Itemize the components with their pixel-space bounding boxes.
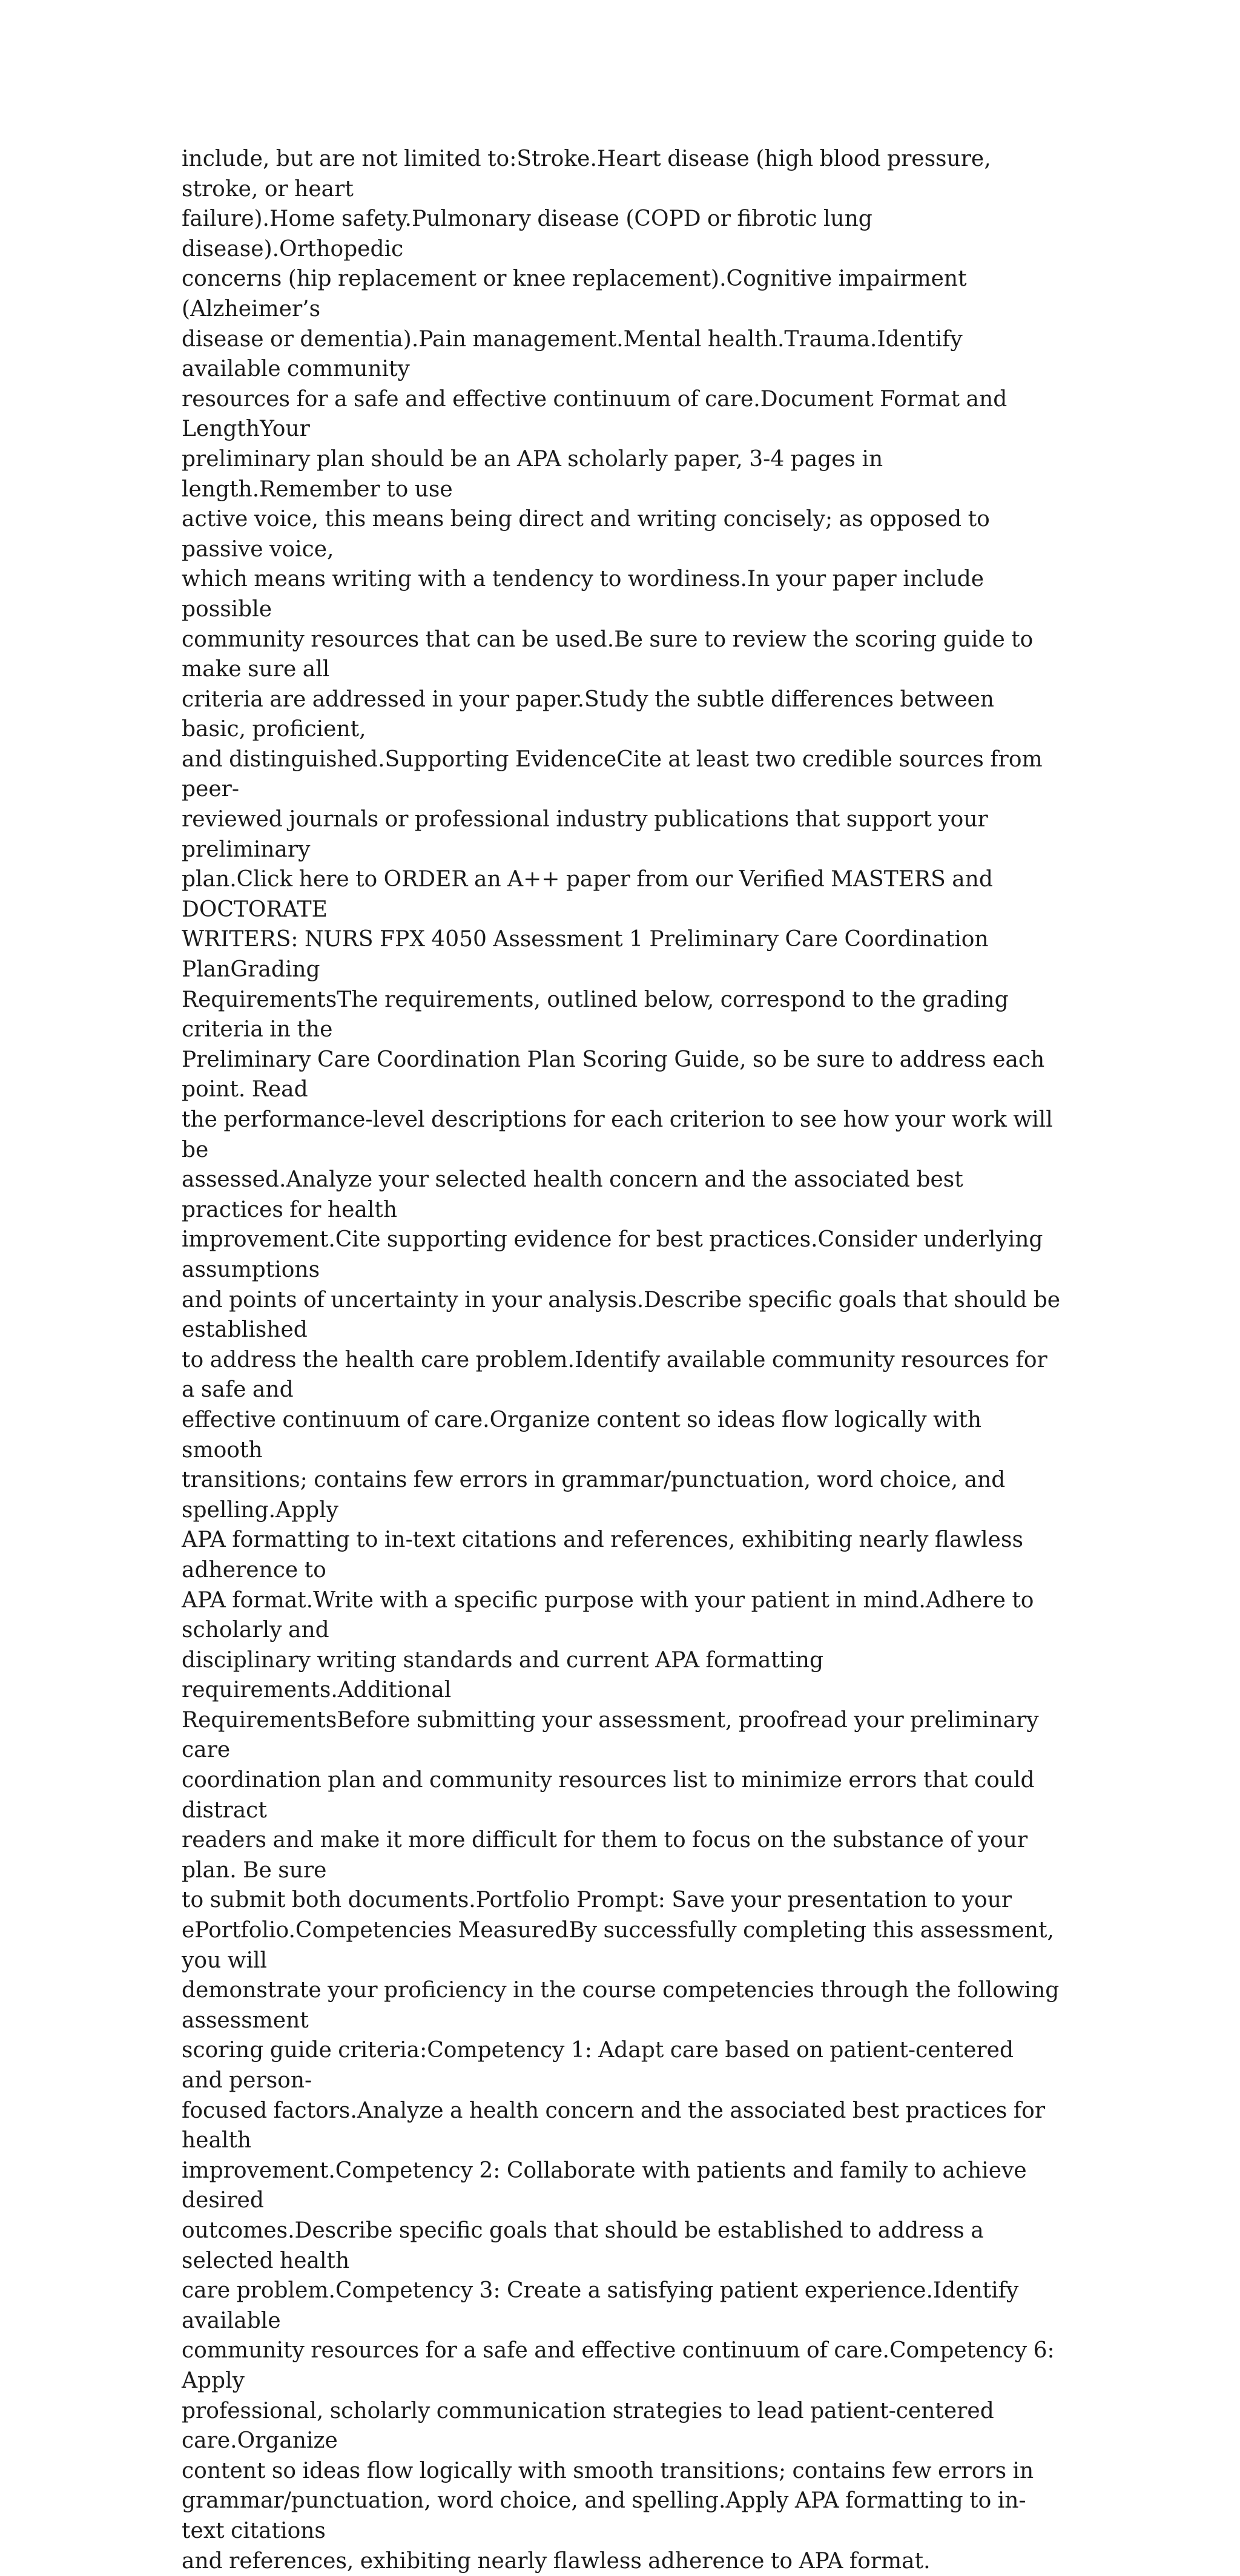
document-body-text: include, but are not limited to:Stroke.Heart disease (high blood pressure, stroke, or heart failure).Home safety.Pulmonary disease (COPD or fibrotic lung disease).Orthopedic concerns (hip replacement or knee replacement).Cognitive impairment (Alzheimer’s disease or dementia).Pain management.Mental health.Trauma.Identify available community resources for a safe and effective continuum of care.Document Format and LengthYour preliminary plan should be an APA scholarly paper, 3-4 pages in length.Remember to use active voice, this means being direct and writing concisely; as opposed to passive voice, which means writing with a tendency to wordiness.In your paper include possible community resources that can be used.Be sure to review the scoring guide to make sure all criteria are addressed in your paper.Study the subtle differences between basic, proficient, and distinguished.Supporting EvidenceCite at least two credible sources from peer- reviewed journals or professional industry publications that support your preliminary plan.Click here to ORDER an A++ paper from our Verified MASTERS and DOCTORATE WRITERS: NURS FPX 4050 Assessment 1 Preliminary Care Coordination PlanGrading RequirementsThe requirements, outlined below, correspond to the grading criteria in the Preliminary Care Coordination Plan Scoring Guide, so be sure to address each point. Read the performance-level descriptions for each criterion to see how your work will be assessed.Analyze your selected health concern and the associated best practices for health improvement.Cite supporting evidence for best practices.Consider underlying assumptions and points of uncertainty in your analysis.Describe specific goals that should be established to address the health care problem.Identify available community resources for a safe and effective continuum of care.Organize content so ideas flow logically with smooth transitions; contains few errors in grammar/punctuation, word choice, and spelling.Apply APA formatting to in-text citations and references, exhibiting nearly flawless adherence to APA format.Write with a specific purpose with your patient in mind.Adhere to scholarly and disciplinary writing standards and current APA formatting requirements.Additional RequirementsBefore submitting your assessment, proofread your preliminary care coordination plan and community resources list to minimize errors that could distract readers and make it more difficult for them to focus on the substance of your plan. Be sure to submit both documents.Portfolio Prompt: Save your presentation to your ePortfolio.Competencies MeasuredBy successfully completing this assessment, you will demonstrate your proficiency in the course competencies through the following assessment scoring guide criteria:Competency 1: Adapt care based on patient-centered and person- focused factors.Analyze a health concern and the associated best practices for health improvement.Competency 2: Collaborate with patients and family to achieve desired outcomes.Describe specific goals that should be established to address a selected health care problem.Competency 3: Create a satisfying patient experience.Identify available community resources for a safe and effective continuum of care.Competency 6: Apply professional, scholarly communication strategies to lead patient-centered care.Organize content so ideas flow logically with smooth transitions; contains few errors in grammar/punctuation, word choice, and spelling.Apply APA formatting to in-text citations and references, exhibiting nearly flawless adherence to APA format. — [182, 147, 1061, 2574]
